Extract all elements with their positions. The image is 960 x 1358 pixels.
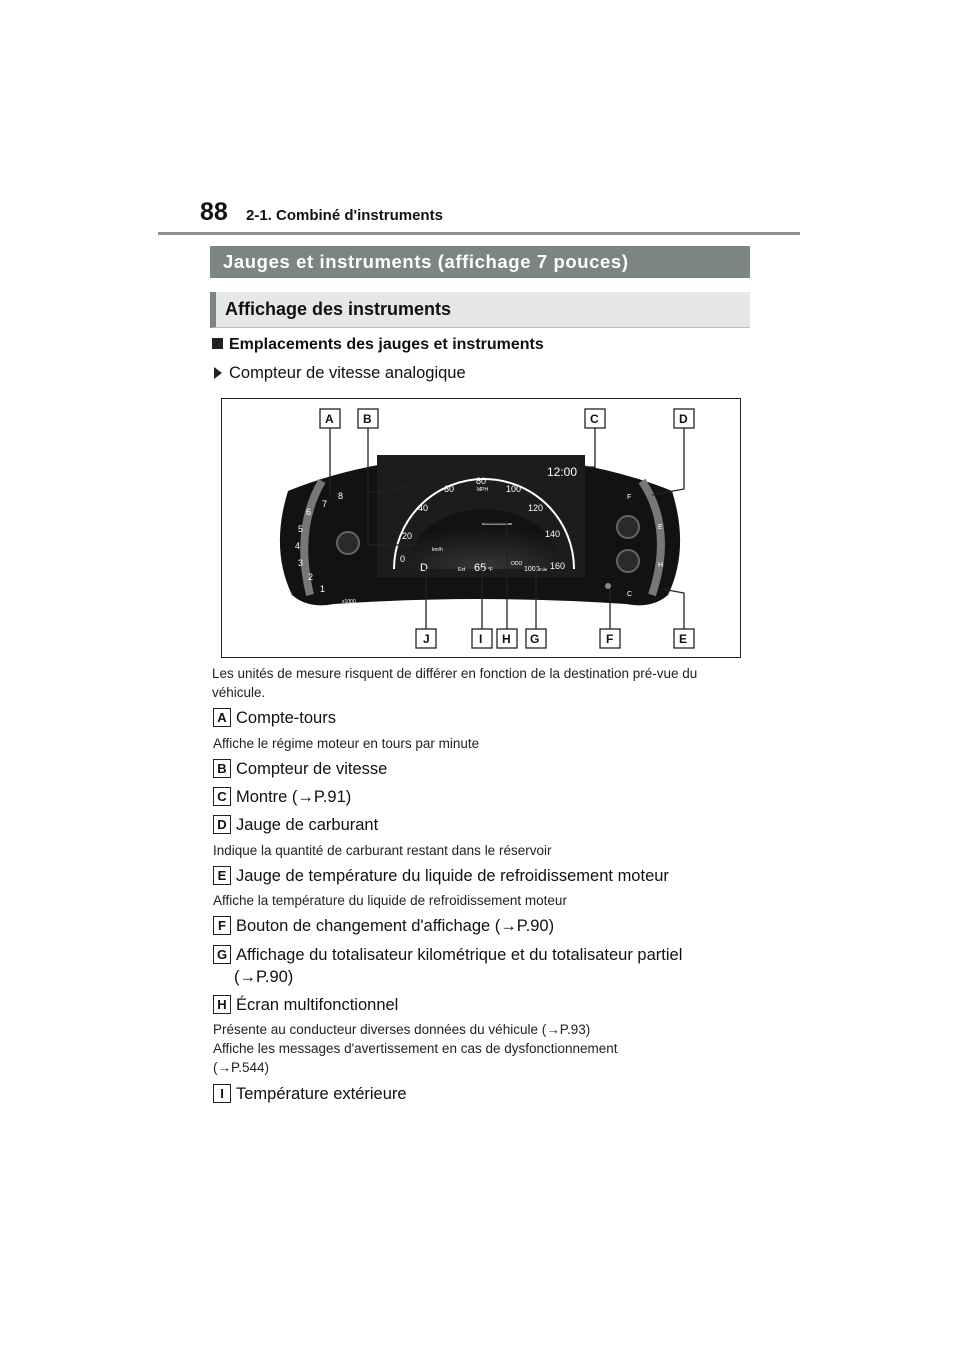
bullet-text: Compteur de vitesse analogique [229,364,466,382]
callout-f [600,629,620,648]
letter-h: H [213,995,231,1014]
temp-hot-label: H [658,562,664,569]
header-rule [158,232,800,235]
speed-unit-mph: MPH [477,487,489,493]
item-h-description-line3: (→P.544) [213,1060,270,1075]
tach-tick-6: 6 [306,507,312,517]
svg-text:B: B [363,412,372,426]
item-g-title-line2: (→P.90) [234,968,294,986]
item-f [213,916,554,936]
item-d [213,815,378,835]
triangle-bullet-icon [214,367,222,379]
letter-b: B [213,759,231,778]
sensor-dot [605,583,611,589]
item-a-description: Affiche le régime moteur en tours par minute [213,736,480,751]
item-i-title: Température extérieure [236,1085,407,1103]
callout-g [526,629,546,648]
item-c-title: Montre (→P.91) [236,788,352,806]
speed-unit-kmh: km/h [432,547,443,553]
callout-h [497,629,517,648]
leader-d [652,427,684,495]
letter-d: D [213,815,231,834]
odo-label: ODO [511,561,523,567]
letter-g: G [213,945,231,964]
item-b [213,759,387,779]
speed-tick-0: 0 [400,554,406,564]
fuel-empty-label: E [658,524,663,531]
leader-c [586,427,595,467]
tach-unit: x1000 [342,599,356,605]
page-number: 88 [200,198,228,226]
item-h [213,995,398,1015]
display-change-knob [617,516,639,538]
item-b-title: Compteur de vitesse [236,760,388,778]
item-f-title: Bouton de changement d'affichage (→P.90) [236,917,555,935]
tach-tick-2: 2 [308,572,314,582]
callout-j [416,629,436,648]
svg-text:H: H [502,632,511,646]
gear-indicator: D [420,562,428,574]
svg-text:D: D [679,412,688,426]
letter-e: E [213,866,231,885]
svg-text:G: G [530,632,540,646]
callout-a [320,409,340,428]
item-c [213,787,351,807]
subsection-banner-text: Affichage des instruments [225,299,452,319]
item-a [213,708,336,728]
svg-text:C: C [590,412,599,426]
fuel-full-label: F [627,494,632,501]
speed-tick-80: 80 [476,476,487,486]
odometer-unit: mile [539,567,548,572]
instrument-cluster-figure [221,398,741,658]
sub-heading-text: Emplacements des jauges et instruments [229,336,544,353]
trip-reset-knob [337,532,359,554]
callout-c [585,409,605,428]
temp-cold-label: C [627,591,633,598]
outside-temp-value: 65 [474,562,487,574]
letter-i: I [213,1084,231,1103]
letter-a: A [213,708,231,727]
tach-tick-5: 5 [298,524,304,534]
item-h-description: Présente au conducteur diverses données du véhicule (→P.93) [213,1022,591,1037]
tach-tick-8: 8 [338,491,344,501]
speed-tick-20: 20 [402,531,413,541]
subsection-banner [210,292,750,328]
svg-text:J: J [423,632,430,646]
tach-tick-7: 7 [322,499,328,509]
item-g [213,945,682,965]
tach-tick-1: 1 [320,584,326,594]
svg-text:F: F [606,632,614,646]
instrument-cluster-illustration [222,399,740,657]
speed-tick-40: 40 [418,503,429,513]
item-d-description: Indique la quantité de carburant restant dans le réservoir [213,843,552,858]
temp-unit: °F [488,567,494,573]
section-banner-text: Jauges et instruments (affichage 7 pouces) [223,251,629,272]
bullet-line [214,364,466,383]
brightness-knob [617,550,639,572]
speed-tick-100: 100 [506,484,522,494]
ext-label: Ext [458,567,466,573]
item-h-description-line2: Affiche les messages d'avertissement en cas de dysfonctionnement [213,1041,618,1056]
callout-b [358,409,378,428]
chapter-title: 2-1. Combiné d'instruments [246,207,443,224]
svg-text:E: E [679,632,688,646]
item-d-title: Jauge de carburant [236,816,379,834]
item-a-title: Compte-tours [236,709,336,727]
item-e-description: Affiche la température du liquide de refroidissement moteur [213,893,567,908]
item-e-title: Jauge de température du liquide de refroidissement moteur [236,867,669,885]
speed-tick-160: 160 [550,561,566,571]
speed-tick-120: 120 [528,503,544,513]
odometer-value: 1000 [524,566,540,573]
units-note: Les unités de mesure risquent de différer en fonction de la destination pré-vue du véhicule. [212,666,698,700]
tach-tick-3: 3 [298,558,304,568]
sub-heading [212,336,544,354]
square-bullet-icon [212,338,223,349]
callout-e [674,629,694,648]
speed-tick-140: 140 [545,529,561,539]
letter-f: F [213,916,231,935]
tach-unit-rpm: r/min [342,605,351,610]
tach-tick-4: 4 [295,541,301,551]
callout-d [674,409,694,428]
item-g-title: Affichage du totalisateur kilométrique et du totalisateur partiel [236,946,683,964]
callout-i [472,629,492,648]
clock-display: 12:00 [547,465,578,479]
section-banner [210,246,750,278]
item-i [213,1084,407,1104]
svg-text:A: A [325,412,334,426]
item-e [213,866,669,886]
item-h-title: Écran multifonctionnel [236,996,399,1014]
speed-tick-60: 60 [444,484,455,494]
svg-text:I: I [479,632,483,646]
letter-c: C [213,787,231,806]
